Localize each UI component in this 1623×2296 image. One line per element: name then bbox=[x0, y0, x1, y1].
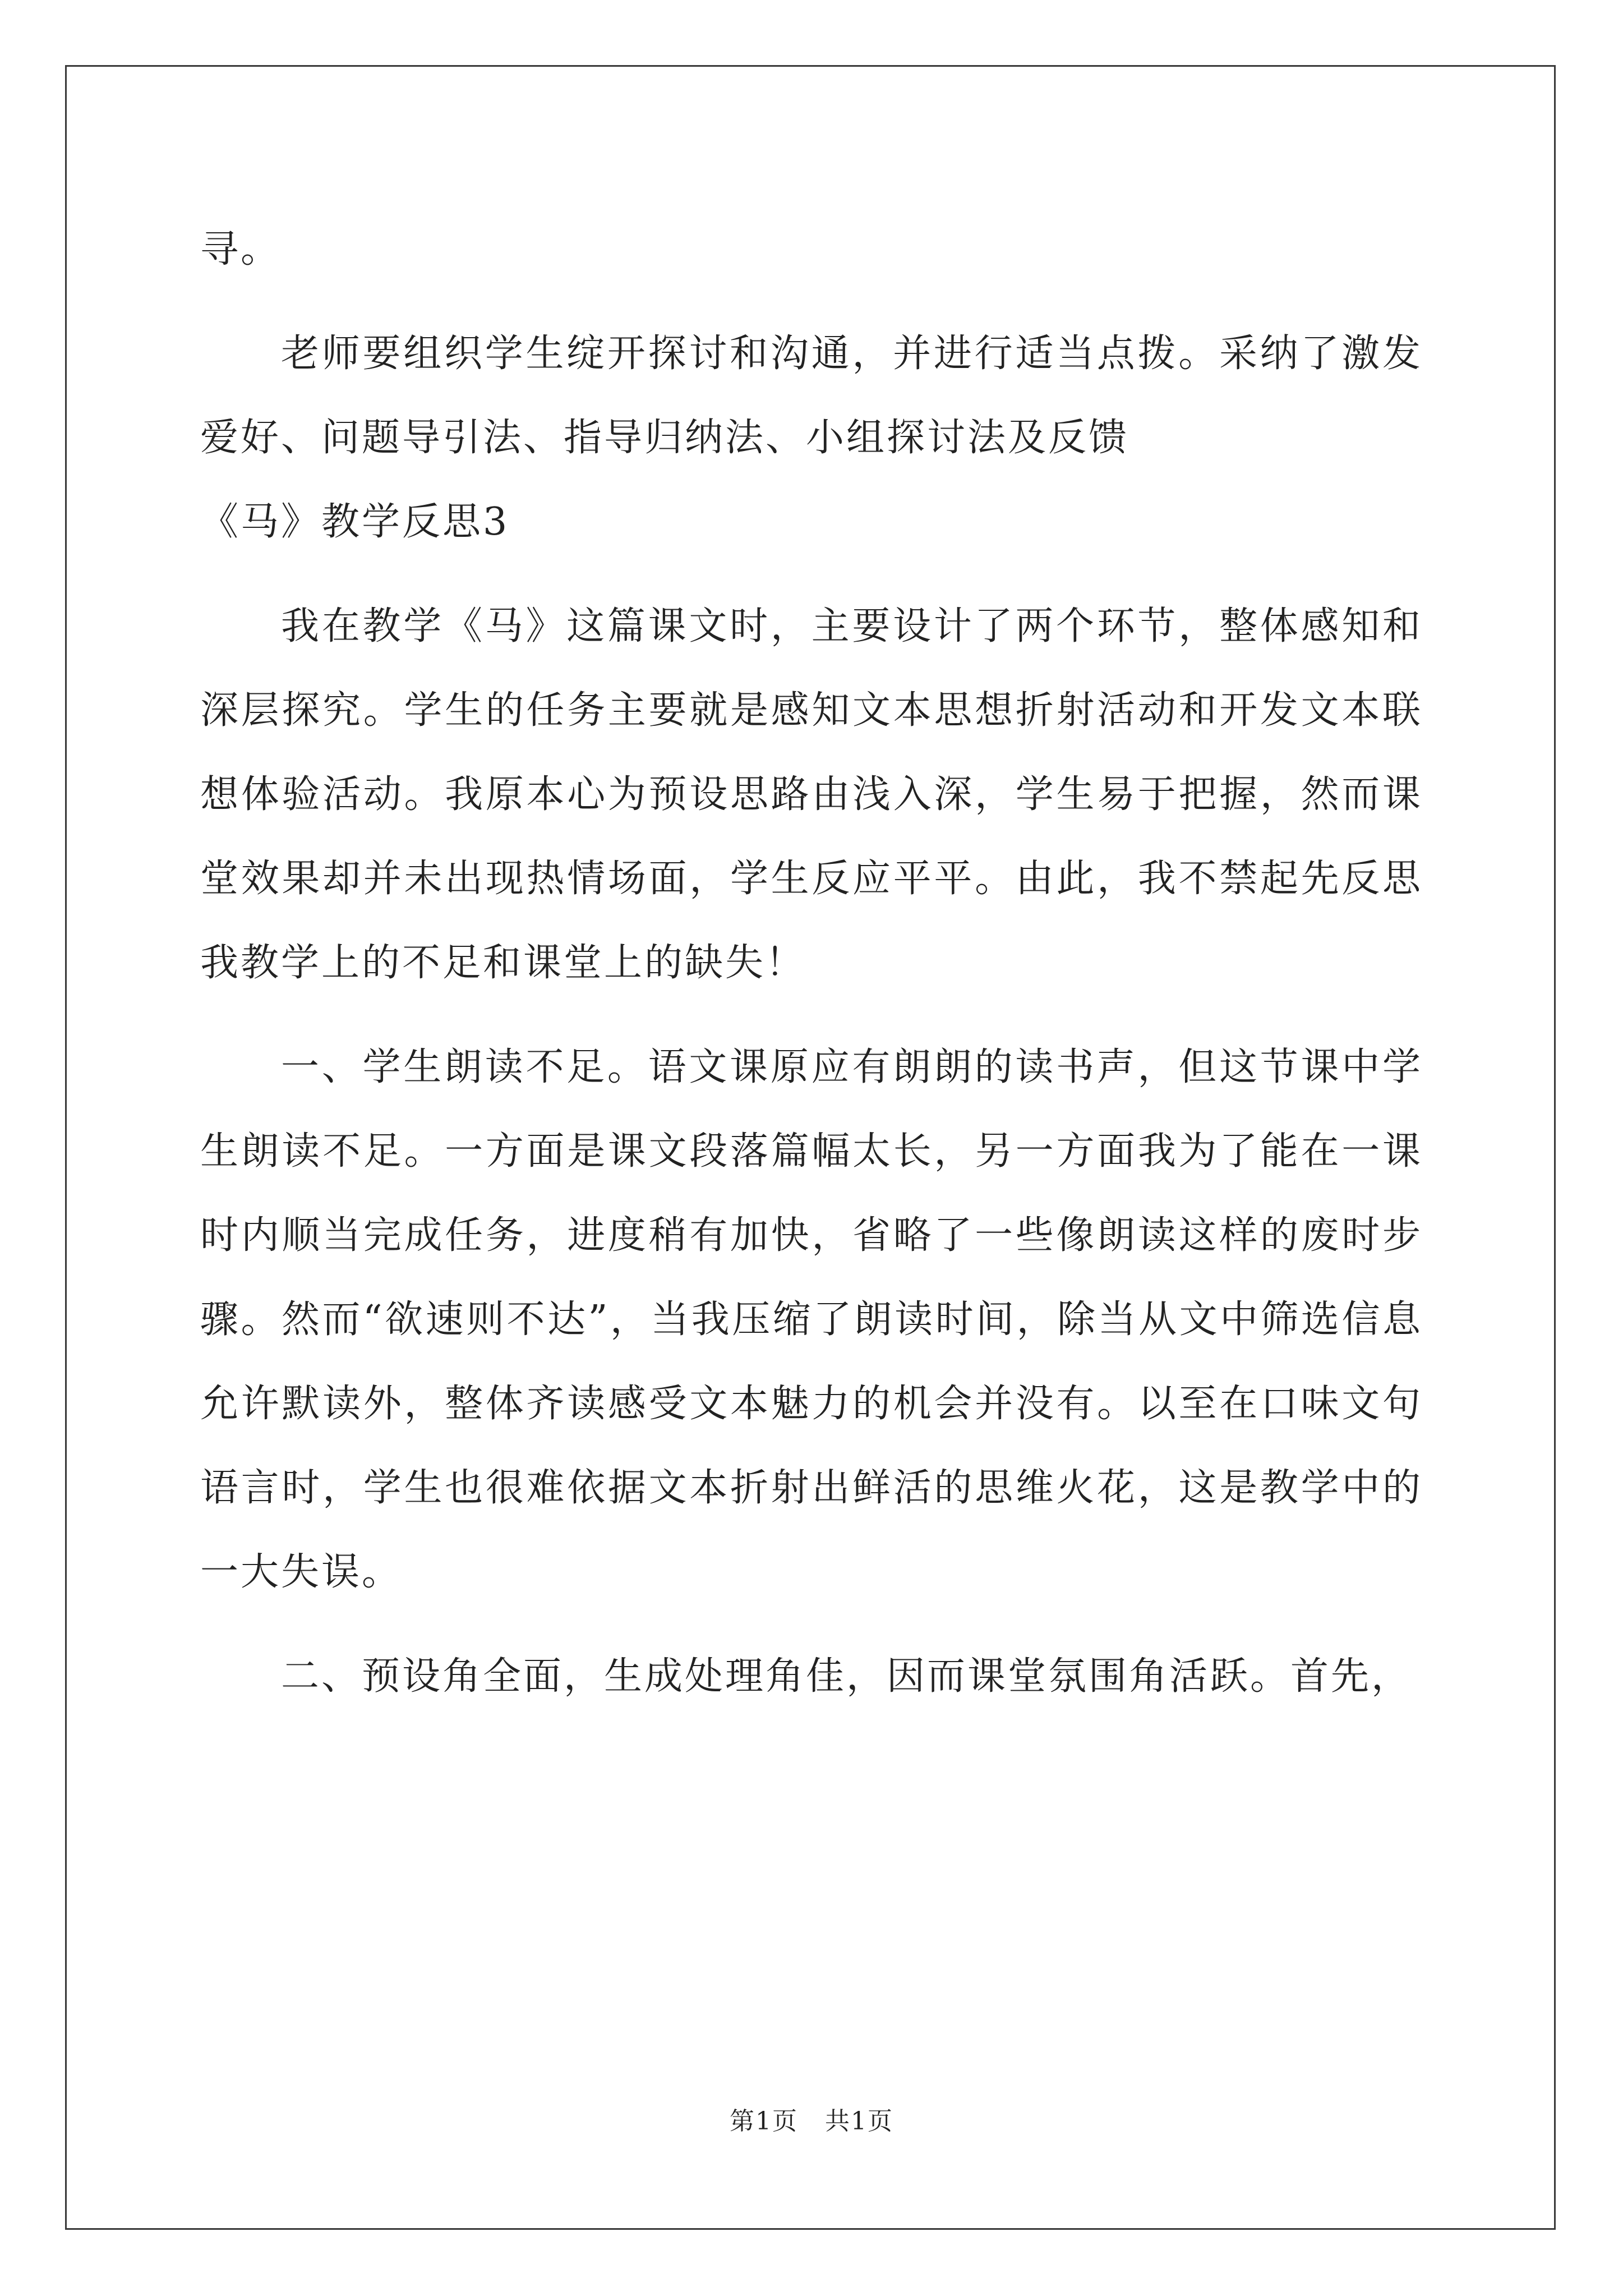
page-total: 共1页 bbox=[825, 2107, 893, 2136]
page-footer bbox=[0, 2101, 1623, 2137]
paragraph-reflection-intro: 我在教学《马》这篇课文时，主要设计了两个环节，整体感知和深层探究。学生的任务主要就是感知文本思想折射活动和开发文本联想体验活动。我原本心为预设思路由浅入深，学生易于把握，然而课堂效果却并未出现热情场面，学生反应平平。由此，我不禁起先反思我教学上的不足和课堂上的缺失！ bbox=[200, 604, 1423, 985]
document-body bbox=[200, 208, 1423, 1719]
paragraph-teaching-methods: 老师要组织学生绽开探讨和沟通，并进行适当点拨。采纳了激发爱好、问题导引法、指导归纳法、小组探讨法及反馈 bbox=[200, 332, 1423, 460]
section-heading: 《马》教学反思3 bbox=[200, 500, 510, 544]
page-number: 第1页 bbox=[730, 2107, 798, 2136]
paragraph-continuation: 寻。 bbox=[200, 227, 282, 272]
paragraph-point-one: 一、学生朗读不足。语文课原应有朗朗的读书声，但这节课中学生朗读不足。一方面是课文段落篇幅太长，另一方面我为了能在一课时内顺当完成任务，进度稍有加快，省略了一些像朗读这样的废时步骤。然而“欲速则不达”，当我压缩了朗读时间，除当从文中筛选信息允许默读外，整体齐读感受文本魅力的机会并没有。以至在口味文句语言时，学生也很难依据文本折射出鲜活的思维火花，这是教学中的一大失误。 bbox=[200, 1045, 1423, 1594]
paragraph-point-two: 二、预设角全面，生成处理角佳，因而课堂氛围角活跃。首先， bbox=[281, 1654, 1412, 1699]
